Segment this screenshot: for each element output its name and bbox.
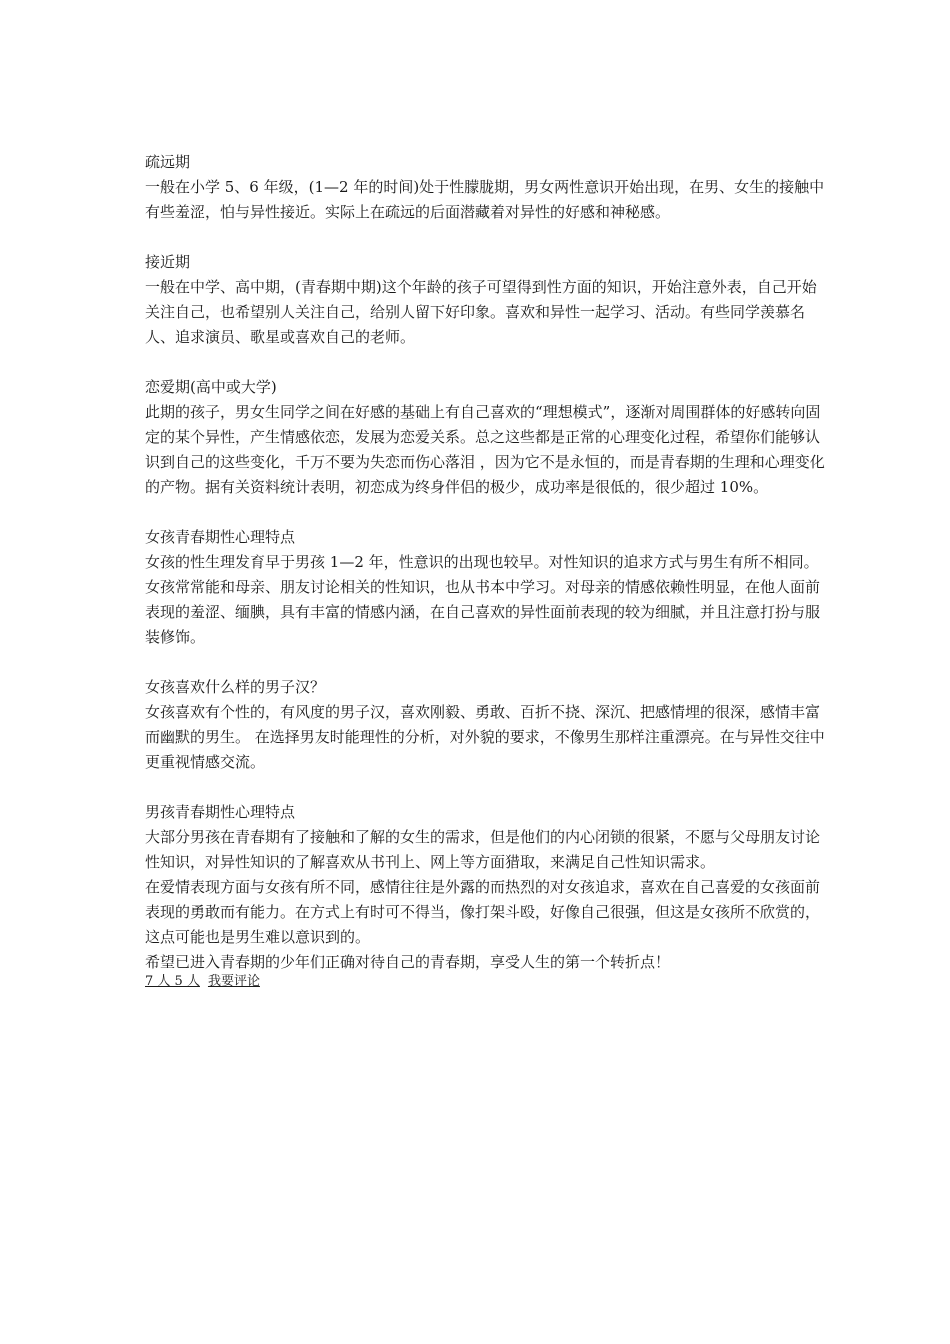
section-lianai	[145, 375, 825, 500]
section-paragraph: 一般在小学 5、6 年级，(1—2 年的时间)处于性朦胧期，男女两性意识开始出现，在男、女生的接触中有些羞涩，怕与异性接近。实际上在疏远的后面潜藏着对异性的好感和神秘感。	[145, 178, 825, 221]
likes-link[interactable]: 7 人 5 人	[145, 974, 200, 989]
section-heading: 接近期	[145, 253, 191, 271]
section-paragraph: 此期的孩子，男女生同学之间在好感的基础上有自己喜欢的“理想模式”，逐渐对周围群体的好感转向固定的某个异性，产生情感依恋，发展为恋爱关系。总之这些都是正常的心理变化过程，希望你们能够认识到自己的这些变化，千万不要为失恋而伤心落泪 ，因为它不是永恒的，而是青春期的生理和心理变化的产物。据有关资料统计表明，初恋成为终身伴侣的极少，成功率是很低的，很少超过 10%。	[145, 403, 825, 496]
section-paragraph: 一般在中学、高中期，(青春期中期)这个年龄的孩子可望得到性方面的知识，开始注意外表，自己开始关注自己，也希望别人关注自己，给别人留下好印象。喜欢和异性一起学习、活动。有些同学羡慕名人、追求演员、歌星或喜欢自己的老师。	[145, 278, 817, 346]
section-shuyuan	[145, 150, 825, 225]
section-paragraph: 大部分男孩在青春期有了接触和了解的女生的需求，但是他们的内心闭锁的很紧，不愿与父母朋友讨论性知识，对异性知识的了解喜欢从书刊上、网上等方面猎取，来满足自己性知识需求。	[145, 828, 821, 871]
section-jiejin	[145, 250, 825, 350]
section-paragraph: 女孩的性生理发育早于男孩 1—2 年，性意识的出现也较早。对性知识的追求方式与男生有所不相同。	[145, 553, 819, 571]
section-girls-psychology	[145, 525, 825, 650]
section-paragraph: 在爱情表现方面与女孩有所不同，感情往往是外露的而热烈的对女孩追求，喜欢在自己喜爱的女孩面前表现的勇敢而有能力。在方式上有时可不得当，像打架斗殴，好像自己很强，但这是女孩所不欣赏的，这点可能也是男生难以意识到的。	[145, 878, 821, 946]
section-heading: 恋爱期(高中或大学)	[145, 378, 277, 396]
footer-links	[145, 973, 825, 991]
comment-link[interactable]: 我要评论	[207, 974, 260, 989]
section-heading: 疏远期	[145, 153, 191, 171]
section-heading: 女孩青春期性心理特点	[145, 528, 296, 546]
section-heading: 男孩青春期性心理特点	[145, 803, 296, 821]
section-heading: 女孩喜欢什么样的男子汉？	[145, 678, 326, 696]
section-paragraph: 女孩喜欢有个性的，有风度的男子汉，喜欢刚毅、勇敢、百折不挠、深沉、把感情埋的很深，感情丰富而幽默的男生。 在选择男友时能理性的分析，对外貌的要求，不像男生那样注重漂亮。在与异性交往中更重视情感交流。	[145, 703, 825, 771]
article-body	[145, 150, 825, 991]
section-paragraph: 女孩常常能和母亲、朋友讨论相关的性知识，也从书本中学习。对母亲的情感依赖性明显，在他人面前表现的羞涩、缅腆，具有丰富的情感内涵，在自己喜欢的异性面前表现的较为细腻，并且注意打扮与服装修饰。	[145, 578, 821, 646]
section-paragraph: 希望已进入青春期的少年们正确对待自己的青春期，享受人生的第一个转折点！	[145, 953, 671, 971]
section-boys-psychology	[145, 800, 825, 975]
section-girls-preference	[145, 675, 825, 775]
